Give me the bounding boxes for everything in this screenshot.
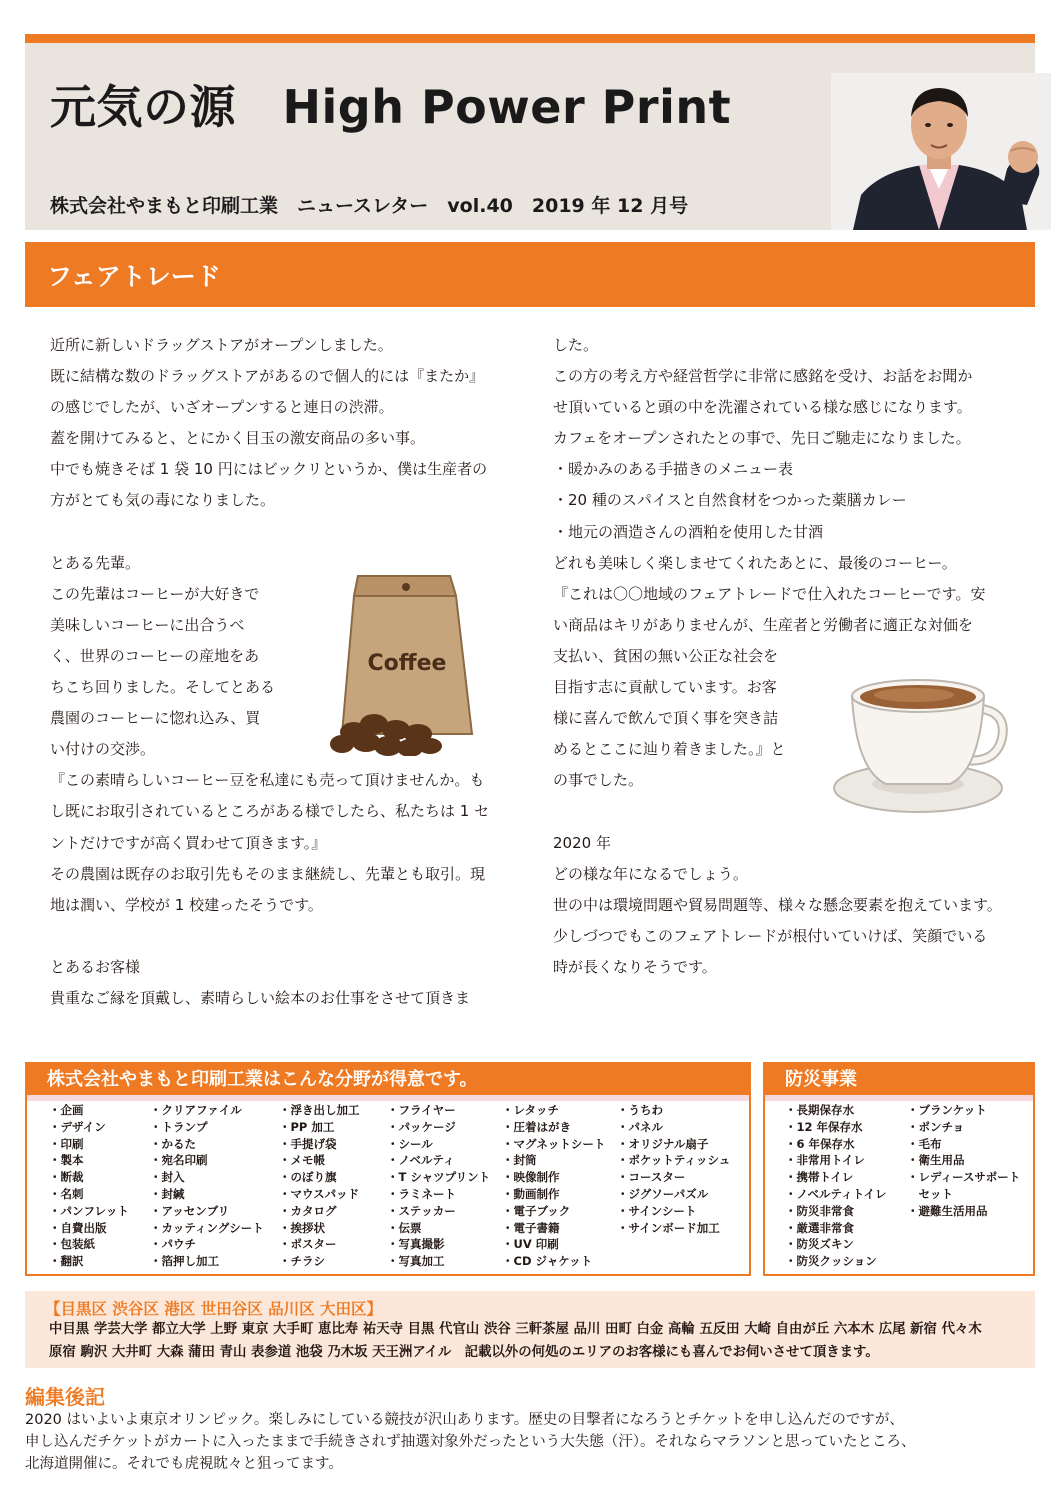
coffee-bag-label: Coffee — [367, 651, 447, 676]
field-item: ・パウチ — [150, 1237, 196, 1252]
field-item: ・チラシ — [279, 1254, 325, 1269]
field-item: ・クリアファイル — [150, 1103, 242, 1117]
field-item: ・コースター — [617, 1170, 686, 1185]
field-item: ・オリジナル扇子 — [617, 1136, 709, 1151]
field-item: ・圧着はがき — [502, 1119, 571, 1134]
article-line — [50, 921, 520, 952]
article-line: 貴重なご縁を頂戴し、素晴らしい絵本のお仕事をさせて頂きま — [50, 988, 471, 1007]
field-item: ・包装紙 — [49, 1237, 95, 1252]
article-line: 目指す志に貢献しています。お客 — [553, 678, 777, 697]
editor-note-body — [25, 1410, 1035, 1475]
disaster-item: ・衛生用品 — [907, 1153, 965, 1168]
article-line: 農園のコーヒーに惚れ込み、買 — [50, 709, 261, 728]
field-item: ・電子ブック — [502, 1203, 571, 1218]
field-item: ・浮き出し加工 — [279, 1103, 360, 1117]
article-line: 様に喜んで飲んで頂く事を突き詰 — [553, 709, 779, 728]
article-line: とある先輩。 — [50, 553, 141, 572]
field-item: ・企画 — [49, 1103, 84, 1117]
article-line: ・地元の酒造さんの酒粕を使用した甘酒 — [553, 522, 824, 541]
fields-list-column — [49, 1102, 129, 1270]
field-item: ・ポケットティッシュ — [617, 1153, 731, 1168]
disaster-item: ・レディースサポート — [907, 1170, 1021, 1185]
disaster-item: ・12 年保存水 — [785, 1119, 863, 1134]
article-line: 方がとても気の毒になりました。 — [50, 491, 276, 510]
article-line: 近所に新しいドラッグストアがオープンしました。 — [50, 336, 393, 354]
field-item: ・伝票 — [387, 1220, 422, 1235]
article-line: の事でした。 — [553, 771, 644, 790]
article-line: めるとここに辿り着きました。』と — [553, 740, 786, 759]
section-title: フェアトレード — [47, 262, 221, 291]
disaster-item: セット — [907, 1186, 953, 1201]
newsletter-subtitle: 株式会社やまもと印刷工業 ニュースレター vol.40 2019 年 12 月号 — [50, 195, 689, 217]
disaster-item: ・避難生活用品 — [907, 1203, 988, 1218]
field-item: ・手提げ袋 — [279, 1136, 337, 1151]
fields-list-column — [387, 1102, 490, 1270]
article-line: ントだけですが高く買わせて頂きます。』 — [50, 833, 327, 852]
service-area-title: 【目黒区 渋谷区 港区 世田谷区 品川区 大田区】 — [45, 1300, 382, 1318]
article-line: この方の考え方や経営哲学に非常に感銘を受け、お話をお聞か — [553, 367, 973, 386]
field-item: ・動画制作 — [502, 1186, 560, 1201]
article-line: 地は潤い、学校が 1 校建ったそうです。 — [50, 895, 323, 914]
field-item: ・トランプ — [150, 1119, 208, 1134]
field-item: ・映像制作 — [502, 1170, 560, 1185]
coffee-bag-illustration — [322, 566, 492, 756]
field-item: ・箔押し加工 — [150, 1254, 219, 1269]
disaster-item: ・ポンチョ — [907, 1119, 965, 1134]
field-item: ・印刷 — [49, 1136, 84, 1151]
coffee-cup-illustration — [830, 668, 1010, 818]
disaster-item: ・防災非常食 — [785, 1203, 854, 1218]
article-line: 蓋を開けてみると、とにかく目玉の激安商品の多い事。 — [50, 429, 426, 448]
field-item: ・マグネットシート — [502, 1136, 606, 1151]
field-item: ・UV 印刷 — [502, 1237, 559, 1252]
field-item: ・アッセンブリ — [150, 1203, 230, 1218]
disaster-item: ・ブランケット — [907, 1103, 987, 1117]
field-item: ・ノベルティ — [387, 1153, 455, 1168]
fields-box — [25, 1062, 751, 1276]
article-line: どの様な年になるでしょう。 — [553, 864, 748, 883]
field-item: ・封入 — [150, 1170, 185, 1185]
article-line: ちこち回りました。そしてとある — [50, 678, 276, 697]
field-item: ・パネル — [617, 1119, 663, 1134]
masthead — [25, 43, 1035, 230]
field-item: ・電子書籍 — [502, 1220, 560, 1235]
field-item: ・製本 — [49, 1153, 84, 1168]
disaster-box-title: 防災事業 — [765, 1064, 1033, 1101]
article-line — [50, 517, 520, 548]
fields-list-column — [502, 1102, 605, 1270]
field-item: ・CD ジャケット — [502, 1254, 593, 1269]
field-item: ・ラミネート — [387, 1186, 456, 1201]
section-header-bar — [25, 242, 1035, 307]
field-item: ・サインボード加工 — [617, 1220, 720, 1235]
disaster-item: ・非常用トイレ — [785, 1153, 865, 1168]
article-line: 『この素晴らしいコーヒー豆を私達にも売って頂けませんか。も — [50, 771, 485, 790]
fields-box-title: 株式会社やまもと印刷工業はこんな分野が得意です。 — [27, 1064, 749, 1101]
field-item: ・のぼり旗 — [279, 1170, 337, 1185]
field-item: ・写真加工 — [387, 1254, 445, 1269]
disaster-item: ・毛布 — [907, 1136, 942, 1151]
article-line: とあるお客様 — [50, 957, 141, 976]
article-line: し既にお取引されているところがある様でしたら、私たちは 1 セ — [50, 802, 490, 821]
editor-note-title: 編集後記 — [25, 1385, 105, 1409]
service-area-line: 原宿 駒沢 大井町 大森 蒲田 青山 表参道 池袋 乃木坂 天王洲アイル 記載以外の何処のエリアのお客様にも喜んでお伺いさせて頂きます。 — [49, 1344, 879, 1360]
field-item: ・サインシート — [617, 1203, 697, 1218]
article-line: 『これは〇〇地域のフェアトレードで仕入れたコーヒーです。安 — [553, 584, 986, 603]
field-item: ・宛名印刷 — [150, 1153, 208, 1168]
field-item: ・ジグソーパズル — [617, 1186, 709, 1201]
article-line: ・暖かみのある手描きのメニュー表 — [553, 460, 794, 479]
editor-note-line: 北海道開催に。それでも虎視眈々と狙ってます。 — [25, 1455, 343, 1472]
disaster-item: ・防災クッション — [785, 1254, 877, 1269]
article-line: の感じでしたが、いざオープンすると連日の渋滞。 — [50, 398, 394, 417]
field-item: ・デザイン — [49, 1119, 106, 1134]
article-line: 世の中は環境問題や貿易問題等、様々な懸念要素を抱えています。 — [553, 895, 1002, 914]
disaster-list-column — [907, 1102, 1020, 1220]
article-line: せ頂いていると頭の中を洗濯されている様な感じになります。 — [553, 398, 972, 417]
fields-list-column — [617, 1102, 730, 1236]
article-line: 美味しいコーヒーに出合うべ — [50, 615, 245, 634]
field-item: ・カッティングシート — [150, 1220, 264, 1235]
field-item: ・パンフレット — [49, 1203, 129, 1218]
article-line: どれも美味しく楽しませてくれたあとに、最後のコーヒー。 — [553, 553, 957, 572]
field-item: ・メモ帳 — [279, 1153, 325, 1168]
article-line: く、世界のコーヒーの産地をあ — [50, 646, 260, 665]
author-portrait-photo — [831, 73, 1051, 230]
disaster-item: ・携帯トイレ — [785, 1170, 854, 1185]
field-item: ・名刺 — [49, 1186, 84, 1201]
field-item: ・フライヤー — [387, 1103, 456, 1117]
field-item: ・シール — [387, 1136, 433, 1151]
newsletter-title: 元気の源 High Power Print — [50, 80, 732, 134]
field-item: ・かるた — [150, 1136, 196, 1151]
editor-note-line: 2020 はいよいよ東京オリンピック。楽しみにしている競技が沢山あります。歴史の目撃者になろうとチケットを申し込んだのですが、 — [25, 1412, 904, 1428]
field-item: ・T シャツプリント — [387, 1170, 491, 1185]
disaster-box — [763, 1062, 1035, 1276]
fields-list-column — [279, 1102, 360, 1270]
article-line: い付けの交渉。 — [50, 740, 156, 759]
article-line: 中でも焼きそば 1 袋 10 円にはビックリというか、僕は生産者の — [50, 460, 488, 479]
article-line: い商品はキリがありませんが、生産者と労働者に適正な対価を — [553, 615, 974, 634]
field-item: ・挨拶状 — [279, 1220, 325, 1235]
article-line: 支払い、貧困の無い公正な社会を — [553, 646, 779, 665]
article-line: ・20 種のスパイスと自然食材をつかった薬膳カレー — [553, 491, 907, 510]
top-orange-rule — [25, 34, 1035, 43]
disaster-list-column — [785, 1102, 887, 1270]
service-area-line: 中目黒 学芸大学 都立大学 上野 東京 大手町 恵比寿 祐天寺 目黒 代官山 渋谷 三軒茶屋 品川 田町 白金 高輪 五反田 大崎 自由が丘 六本木 広尾 新宿 代々木 — [49, 1322, 982, 1337]
field-item: ・マウスパッド — [279, 1186, 360, 1201]
article-line: カフェをオープンされたとの事で、先日ご馳走になりました。 — [553, 429, 971, 448]
disaster-item: ・ノベルティトイレ — [785, 1186, 887, 1201]
field-item: ・レタッチ — [502, 1103, 560, 1117]
disaster-item: ・6 年保存水 — [785, 1136, 855, 1151]
article-line: その農園は既存のお取引先もそのまま継続し、先輩とも取引。現 — [50, 864, 486, 883]
article-line: 時が長くなりそうです。 — [553, 957, 717, 976]
disaster-item: ・防災ズキン — [785, 1237, 854, 1252]
editor-note-line: 申し込んだチケットがカートに入ったままで手続きされず抽選対象外だったという大失態（汗）。それならマラソンと思っていたところ、 — [25, 1433, 916, 1450]
field-item: ・写真撮影 — [387, 1237, 445, 1252]
disaster-item: ・長期保存水 — [785, 1103, 854, 1117]
article-right-column — [553, 330, 1023, 983]
field-item: ・断裁 — [49, 1170, 84, 1185]
article-line: した。 — [553, 336, 599, 354]
field-item: ・翻訳 — [49, 1254, 84, 1269]
field-item: ・うちわ — [617, 1103, 663, 1117]
field-item: ・封筒 — [502, 1153, 537, 1168]
fields-list-column — [150, 1102, 264, 1270]
field-item: ・パッケージ — [387, 1119, 456, 1134]
field-item: ・ステッカー — [387, 1203, 456, 1218]
field-item: ・カタログ — [279, 1203, 337, 1218]
service-area-block — [25, 1291, 1035, 1368]
field-item: ・PP 加工 — [279, 1119, 335, 1134]
article-line: この先輩はコーヒーが大好きで — [50, 584, 260, 603]
article-line: 少しづつでもこのフェアトレードが根付いていけば、笑顔でいる — [553, 926, 988, 945]
field-item: ・封緘 — [150, 1186, 185, 1201]
field-item: ・ポスター — [279, 1237, 337, 1252]
field-item: ・自費出版 — [49, 1220, 107, 1235]
article-line: 2020 年 — [553, 833, 611, 852]
service-area-list — [49, 1319, 1029, 1364]
article-line: 既に結構な数のドラッグストアがあるので個人的には『またか』 — [50, 367, 485, 386]
disaster-item: ・厳選非常食 — [785, 1220, 854, 1235]
